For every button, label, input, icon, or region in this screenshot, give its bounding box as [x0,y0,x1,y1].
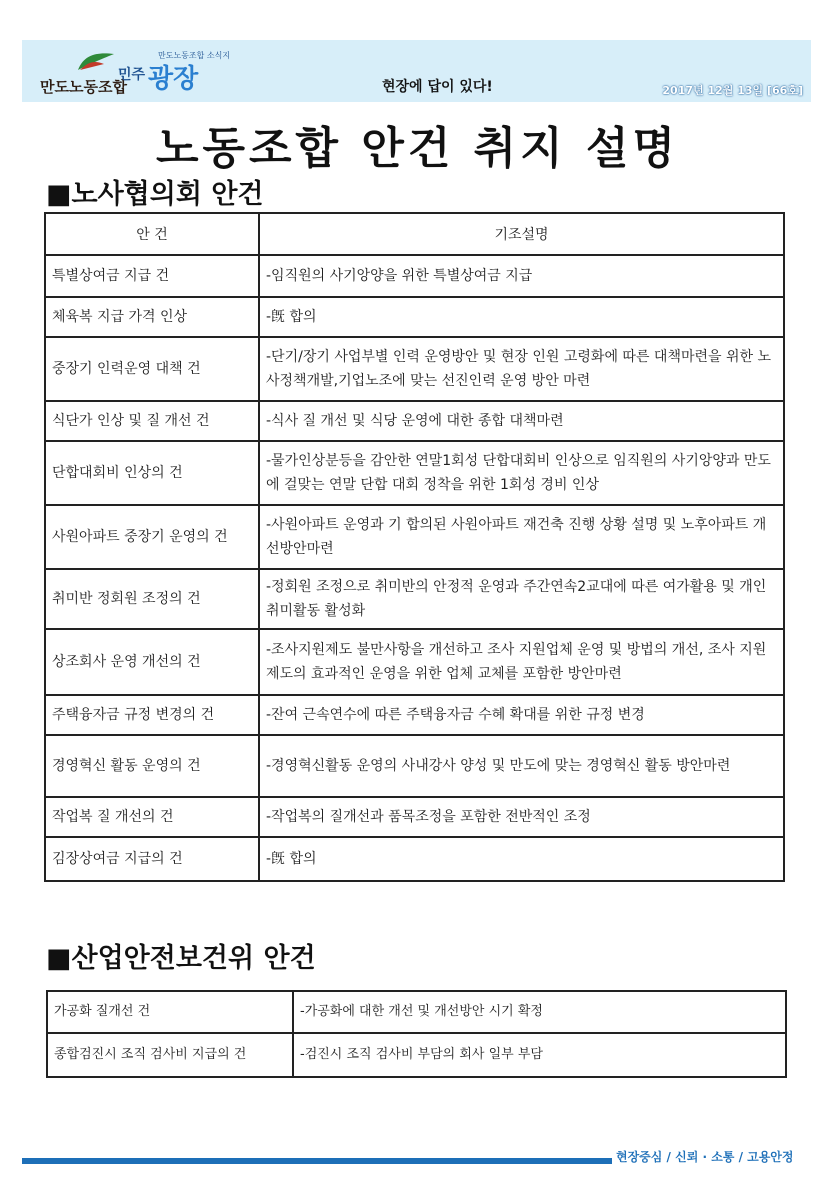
agenda-item: 주택융자금 규정 변경의 건 [45,695,259,735]
agenda-item: 작업복 질 개선의 건 [45,797,259,837]
agenda-item: 식단가 인상 및 질 개선 건 [45,401,259,441]
table-row [45,797,784,837]
agenda-desc: -가공화에 대한 개선 및 개선방안 시기 확정 [293,991,786,1033]
table-row [45,629,784,695]
footer-motto: 현장중심 / 신뢰 · 소통 / 고용안정 [616,1150,794,1164]
logo-text: 만도노동조합 [40,78,127,96]
table-row [45,505,784,569]
table-row [45,695,784,735]
table-row [45,255,784,297]
page-title: 노동조합 안건 취지 설명 [156,123,679,174]
labor-council-table [44,212,785,882]
section-heading-safety-committee: ■산업안전보건위 안건 [46,943,316,974]
agenda-desc: -단기/장기 사업부별 인력 운영방안 및 현장 인원 고령화에 따른 대책마련을 위한 노사정책개발,기업노조에 맞는 선진인력 운영 방안 마련 [259,337,784,401]
agenda-item: 단합대회비 인상의 건 [45,441,259,505]
agenda-desc: -경영혁신활동 운영의 사내강사 양성 및 만도에 맞는 경영혁신 활동 방안마련 [259,735,784,797]
agenda-desc: -식사 질 개선 및 식당 운영에 대한 종합 대책마련 [259,401,784,441]
agenda-item: 종합검진시 조직 검사비 지급의 건 [47,1033,293,1077]
agenda-desc: -旣 합의 [259,297,784,337]
agenda-item: 취미반 정회원 조정의 건 [45,569,259,629]
agenda-desc: -검진시 조직 검사비 부담의 회사 일부 부담 [293,1033,786,1077]
newsletter-minju: 민주 [118,67,146,83]
agenda-desc: -작업복의 질개선과 품목조정을 포함한 전반적인 조정 [259,797,784,837]
agenda-desc: -旣 합의 [259,837,784,881]
safety-committee-table [46,990,787,1078]
newsletter-logo [118,48,231,100]
agenda-item: 상조회사 운영 개선의 건 [45,629,259,695]
section-heading-labor-council: ■노사협의회 안건 [46,179,264,210]
agenda-desc: -임직원의 사기앙양을 위한 특별상여금 지급 [259,255,784,297]
agenda-desc: -잔여 근속연수에 따른 주택융자금 수혜 확대를 위한 규정 변경 [259,695,784,735]
column-header-item: 안 건 [45,213,259,255]
slogan: 현장에 답이 있다! [382,79,493,95]
table-row [45,337,784,401]
agenda-desc: -조사지원제도 불만사항을 개선하고 조사 지원업체 운영 및 방법의 개선, 조사 지원제도의 효과적인 운영을 위한 업체 교체를 포함한 방안마련 [259,629,784,695]
agenda-item: 중장기 인력운영 대책 건 [45,337,259,401]
agenda-item: 경영혁신 활동 운영의 건 [45,735,259,797]
agenda-item: 사원아파트 중장기 운영의 건 [45,505,259,569]
agenda-desc: -정회원 조정으로 취미반의 안정적 운영과 주간연속2교대에 따른 여가활용 및 개인취미활동 활성화 [259,569,784,629]
table-row [45,401,784,441]
table-header-row [45,213,784,255]
agenda-item: 가공화 질개선 건 [47,991,293,1033]
table-row [47,991,786,1033]
newsletter-subtitle: 만도노동조합 소식지 [158,51,231,60]
table-row [45,837,784,881]
issue-date: 2017년 12월 13일 [66호] [662,84,803,97]
page-header [22,40,811,102]
union-logo [40,50,128,98]
agenda-desc: -물가인상분등을 감안한 연말1회성 단합대회비 인상으로 임직원의 사기앙양과 만도에 걸맞는 연말 단합 대회 정착을 위한 1회성 경비 인상 [259,441,784,505]
table-row [47,1033,786,1077]
table-row [45,569,784,629]
table-row [45,297,784,337]
agenda-item: 김장상여금 지급의 건 [45,837,259,881]
agenda-desc: -사원아파트 운영과 기 합의된 사원아파트 재건축 진행 상황 설명 및 노후아파트 개선방안마련 [259,505,784,569]
table-row [45,441,784,505]
table-row [45,735,784,797]
newsletter-name: 광장 [148,64,199,94]
column-header-desc: 기조설명 [259,213,784,255]
agenda-item: 특별상여금 지급 건 [45,255,259,297]
leaf-icon [74,50,118,72]
footer-bar [22,1158,612,1164]
agenda-item: 체육복 지급 가격 인상 [45,297,259,337]
